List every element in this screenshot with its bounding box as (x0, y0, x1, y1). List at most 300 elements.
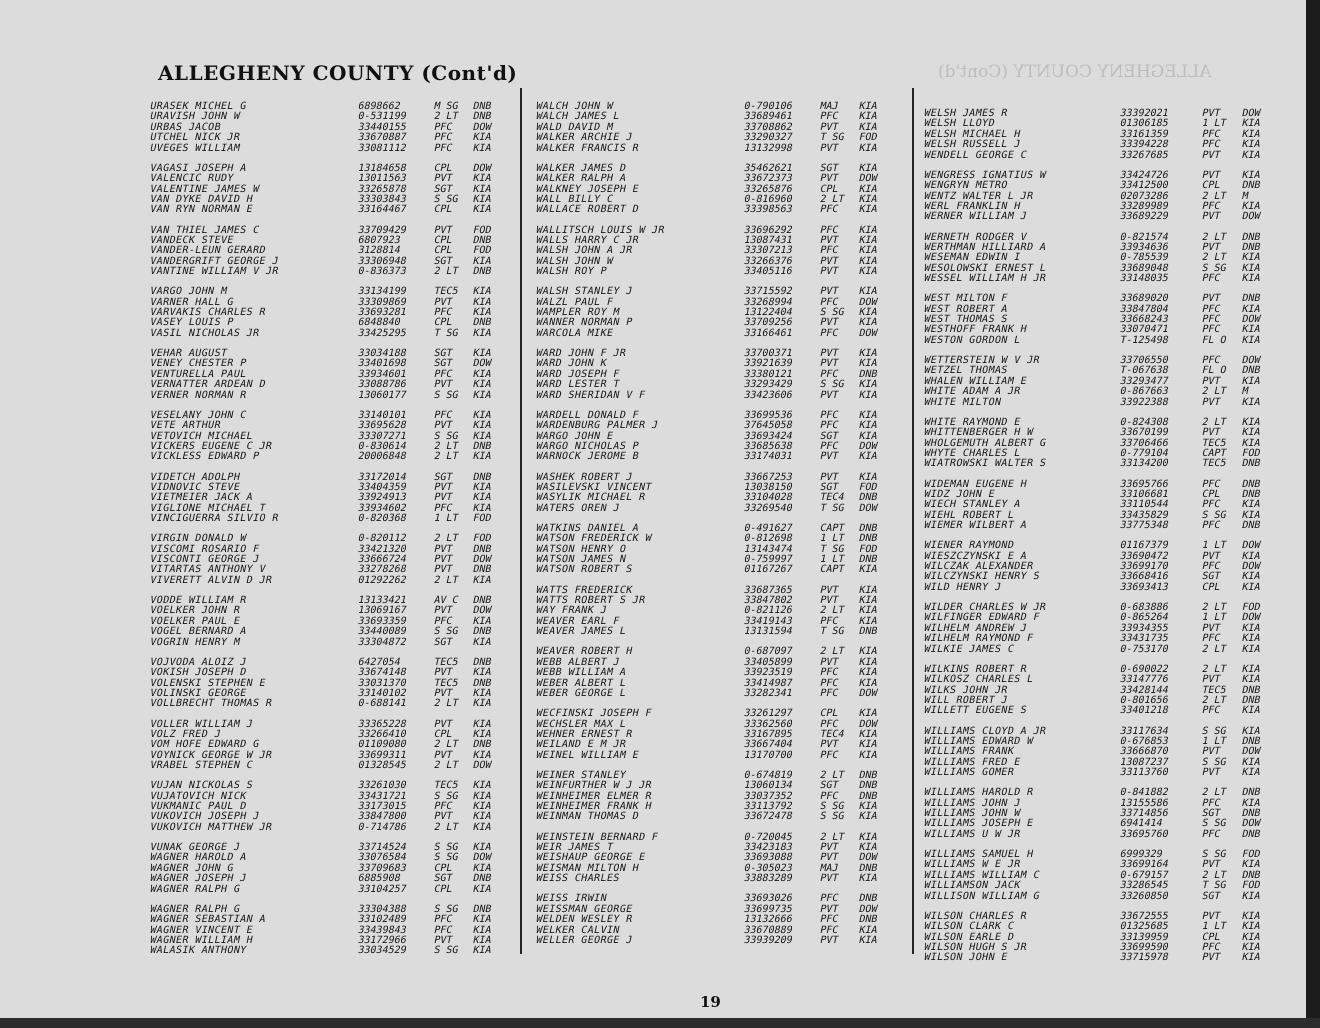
entry-name: WEINMAN THOMAS D (534, 811, 641, 823)
entry-rank: 2 LT (1200, 643, 1228, 655)
entry-status: KIA (471, 780, 493, 792)
roster-entry (535, 812, 893, 822)
entry-name: WERTHMAN HILLIARD A (922, 241, 1048, 253)
entry-serial: 33148035 (1118, 273, 1170, 285)
entry-serial: 33266376 (742, 255, 794, 267)
entry-rank: CPL (432, 862, 454, 874)
entry-name: WALSH ROY P (534, 266, 608, 278)
entry-serial: 33699311 (356, 749, 408, 761)
entry-serial: 0-836373 (356, 266, 408, 278)
entry-name: VAGASI JOSEPH A (148, 162, 248, 174)
entry-serial: 6999329 (1118, 849, 1164, 860)
roster-group (924, 480, 1274, 532)
entry-rank: PVT (1200, 211, 1222, 223)
entry-serial: 33161359 (1118, 128, 1170, 140)
entry-name: WELSH RUSSELL J (922, 139, 1022, 151)
entry-serial: 3128814 (356, 245, 402, 257)
entry-rank: PFC (818, 718, 840, 730)
entry-status: KIA (1240, 921, 1262, 933)
entry-status: KIA (1240, 252, 1262, 264)
entry-rank: SGT (432, 358, 454, 370)
entry-serial: 33696292 (742, 224, 794, 236)
roster-entry (149, 915, 507, 925)
entry-name: VAN THIEL JAMES C (148, 224, 261, 236)
entry-name: WALKER RALPH A (534, 173, 628, 185)
entry-status: DNB (471, 903, 493, 915)
entry-serial: 20006848 (356, 451, 408, 463)
entry-rank: PFC (432, 502, 454, 514)
entry-name: WARCOLA MIKE (534, 327, 615, 339)
entry-rank: 1 LT (432, 513, 460, 525)
entry-rank: PVT (1200, 375, 1222, 387)
entry-serial: 33706466 (1118, 437, 1170, 449)
entry-name: WILKIE JAMES C (922, 643, 1016, 655)
entry-rank: PVT (818, 934, 840, 946)
entry-name: WALLS HARRY C JR (534, 234, 641, 246)
roster-entry (923, 521, 1275, 531)
entry-name: VOGEL BERNARD A (148, 626, 248, 638)
entry-name: VOM HOFE EDWARD G (148, 739, 261, 751)
entry-name: VERNER NORMAN R (148, 389, 248, 401)
entry-status: DNB (857, 522, 879, 534)
entry-rank: PVT (818, 255, 840, 267)
entry-serial: 33034529 (356, 945, 408, 957)
entry-rank: 2 LT (818, 831, 846, 843)
roster-entry (535, 144, 893, 154)
entry-name: VITARTAS ANTHONY V (148, 564, 267, 576)
entry-status: DOW (857, 502, 879, 514)
entry-rank: PVT (1200, 293, 1222, 305)
roster-group (150, 287, 506, 339)
entry-rank: PVT (432, 811, 454, 823)
entry-rank: PFC (432, 307, 454, 319)
entry-serial: 6427054 (356, 656, 402, 668)
roster-entry (923, 634, 1275, 644)
roster-entry (535, 936, 893, 946)
entry-rank: PFC (1200, 324, 1222, 336)
entry-rank: PVT (1200, 674, 1222, 686)
entry-status: KIA (471, 667, 493, 679)
entry-rank: PFC (818, 790, 840, 802)
entry-status: KIA (1240, 931, 1262, 943)
entry-status: KIA (857, 605, 879, 617)
entry-rank: TEC5 (432, 780, 460, 792)
entry-status: KIA (471, 636, 493, 648)
entry-rank: S SG (432, 945, 460, 957)
entry-name: VOLLBRECHT THOMAS R (148, 698, 274, 710)
roster-entry (149, 205, 507, 215)
entry-serial: 0-824308 (1118, 416, 1170, 428)
roster-entry (923, 212, 1275, 222)
entry-status: DNB (471, 440, 493, 452)
entry-name: WANNER NORMAN P (534, 317, 634, 329)
roster-entry (535, 267, 893, 277)
entry-rank: PFC (818, 914, 840, 926)
entry-serial: 33164467 (356, 204, 408, 216)
entry-serial: 33290327 (742, 132, 794, 144)
entry-status: DNB (1240, 520, 1262, 532)
entry-name: WEAVER EARL F (534, 615, 621, 627)
entry-status: KIA (857, 111, 879, 123)
entry-rank: SGT (432, 183, 454, 195)
entry-rank: PVT (818, 852, 840, 864)
entry-serial: 33666870 (1118, 746, 1170, 758)
entry-serial: 13184658 (356, 162, 408, 174)
entry-rank: PFC (1200, 273, 1222, 285)
roster-entry (149, 421, 507, 431)
entry-name: WASYLIK MICHAEL R (534, 492, 647, 504)
entry-rank: PVT (1200, 149, 1222, 161)
entry-rank: 2 LT (432, 760, 460, 772)
entry-status: DNB (1240, 241, 1262, 253)
entry-status: DOW (1240, 540, 1262, 552)
entry-status: KIA (471, 173, 493, 185)
entry-serial: 33709429 (356, 224, 408, 236)
entry-rank: PVT (432, 543, 454, 555)
entry-status: KIA (857, 245, 879, 257)
entry-rank: 2 LT (432, 440, 460, 452)
entry-name: VENEY CHESTER P (148, 358, 248, 370)
entry-status: KIA (471, 492, 493, 504)
roster-entry (923, 459, 1275, 469)
entry-rank: S SG (1200, 756, 1228, 768)
entry-status: KIA (471, 718, 493, 730)
entry-rank: CPL (1200, 931, 1222, 943)
entry-status: KIA (857, 584, 879, 596)
entry-name: VIDNOVIC STEVE (148, 481, 242, 493)
entry-name: WHITE RAYMOND E (922, 416, 1022, 428)
entry-rank: TEC5 (1200, 458, 1228, 470)
entry-status: KIA (857, 409, 879, 421)
entry-rank: CPL (432, 245, 454, 257)
scan-edge-right (1306, 0, 1320, 1028)
entry-status: DOW (471, 162, 493, 174)
entry-serial: 33174031 (742, 451, 794, 463)
roster-entry (535, 380, 893, 390)
entry-serial: 33693281 (356, 307, 408, 319)
entry-rank: S SG (432, 389, 460, 401)
entry-status: DOW (471, 852, 493, 864)
entry-serial: 33405116 (742, 266, 794, 278)
roster-group (924, 171, 1274, 223)
entry-name: WELSH JAMES R (922, 108, 1009, 119)
entry-rank: SGT (818, 162, 840, 174)
entry-name: WALKER JAMES D (534, 162, 628, 174)
entry-status: KIA (471, 193, 493, 205)
entry-serial: 33934636 (1118, 241, 1170, 253)
entry-status: KIA (471, 924, 493, 936)
entry-name: VALENCIC RUDY (148, 173, 235, 185)
entry-serial: 33689020 (1118, 293, 1170, 305)
entry-status: FOD (1240, 880, 1262, 892)
entry-serial: 33265876 (742, 183, 794, 195)
entry-status: DNB (857, 368, 879, 380)
entry-serial: 33775348 (1118, 520, 1170, 532)
entry-status: KIA (857, 656, 879, 668)
entry-status: KIA (1240, 200, 1262, 212)
roster-entry (149, 885, 507, 895)
entry-serial: 01292262 (356, 574, 408, 586)
entry-serial: 33699170 (1118, 561, 1170, 573)
roster-entry (923, 881, 1275, 891)
entry-status: FOD (1240, 602, 1262, 613)
entry-status: KIA (857, 379, 879, 391)
entry-rank: CPL (818, 708, 840, 720)
entry-status: KIA (471, 821, 493, 833)
roster-entry (149, 638, 507, 648)
entry-name: VANDERGRIFT GEORGE J (148, 255, 280, 267)
entry-rank: PFC (1200, 478, 1222, 490)
entry-serial: 0-821126 (742, 605, 794, 617)
entry-serial: 33700371 (742, 348, 794, 359)
entry-name: WEINSTEIN BERNARD F (534, 831, 660, 843)
entry-rank: PFC (1200, 633, 1222, 645)
entry-serial: 33104257 (356, 883, 408, 895)
entry-rank: 2 LT (1200, 602, 1228, 613)
entry-status: DNB (471, 626, 493, 638)
roster-entry (535, 205, 893, 215)
entry-serial: T-067638 (1118, 365, 1170, 377)
entry-serial: 33261030 (356, 780, 408, 792)
entry-serial: 33113792 (742, 801, 794, 813)
entry-name: WILCZYNSKI HENRY S (922, 571, 1041, 583)
entry-rank: S SG (432, 193, 460, 205)
entry-name: VINCIGUERRA SILVIO R (148, 513, 280, 525)
entry-rank: PVT (432, 749, 454, 761)
entry-rank: PFC (432, 142, 454, 154)
roster-entry (535, 627, 893, 637)
entry-rank: SGT (818, 780, 840, 792)
entry-name: WILLIAMS SAMUEL H (922, 849, 1035, 860)
entry-status: KIA (471, 481, 493, 493)
roster-group (536, 349, 892, 401)
entry-status: DNB (1240, 828, 1262, 840)
entry-serial: 33134199 (356, 286, 408, 298)
entry-serial: 33414987 (742, 677, 794, 689)
roster-column-1 (150, 102, 506, 967)
entry-name: VOYNICK GEORGE W JR (148, 749, 274, 761)
entry-name: WILLISON WILLIAM G (922, 890, 1041, 902)
entry-status: KIA (471, 296, 493, 308)
entry-status: KIA (857, 801, 879, 813)
roster-group (924, 294, 1274, 346)
entry-rank: SGT (432, 255, 454, 267)
entry-name: WILLIAMS JOSEPH E (922, 818, 1035, 830)
entry-rank: TEC5 (1200, 684, 1228, 696)
entry-serial: 33423606 (742, 389, 794, 401)
entry-status: KIA (471, 420, 493, 432)
entry-serial: 33166461 (742, 327, 794, 339)
entry-rank: PVT (1200, 427, 1222, 439)
entry-rank: PVT (818, 317, 840, 329)
entry-rank: 2 LT (1200, 694, 1228, 706)
entry-name: WEST ROBERT A (922, 303, 1009, 315)
entry-rank: T SG (818, 132, 846, 144)
entry-name: VISCONTI GEORGE J (148, 554, 261, 566)
entry-name: WELSH LLOYD (922, 118, 996, 130)
entry-rank: TEC5 (432, 656, 460, 668)
entry-serial: 0-305023 (742, 862, 794, 874)
roster-group (536, 473, 892, 515)
entry-serial: 33081112 (356, 142, 408, 154)
entry-status: KIA (1240, 118, 1262, 130)
entry-rank: PFC (1200, 200, 1222, 212)
roster-entry (535, 504, 893, 514)
entry-name: VOKISH JOSEPH D (148, 667, 248, 679)
entry-rank: PFC (1200, 499, 1222, 511)
entry-status: KIA (857, 204, 879, 216)
entry-serial: 33435829 (1118, 509, 1170, 521)
entry-serial: 33362560 (742, 718, 794, 730)
entry-status: KIA (1240, 941, 1262, 953)
entry-serial: 33293477 (1118, 375, 1170, 387)
entry-serial: 33847804 (1118, 303, 1170, 315)
entry-status: KIA (471, 862, 493, 874)
entry-status: KIA (857, 389, 879, 401)
entry-status: KIA (1240, 416, 1262, 428)
entry-serial: 01167267 (742, 564, 794, 576)
entry-serial: 33689461 (742, 111, 794, 123)
entry-serial: 33714524 (356, 842, 408, 853)
roster-entry (149, 668, 507, 678)
entry-serial: 33278268 (356, 564, 408, 576)
entry-rank: 2 LT (1200, 386, 1228, 398)
entry-rank: FL O (1200, 365, 1228, 377)
entry-status: FOD (471, 245, 493, 257)
entry-name: WILLIAMSON JACK (922, 880, 1022, 892)
entry-status: KIA (1240, 571, 1262, 583)
entry-serial: 33428144 (1118, 684, 1170, 696)
entry-name: WARD SHERIDAN V F (534, 389, 647, 401)
entry-serial: 33440089 (356, 626, 408, 638)
entry-name: WILLIAMS GOMER (922, 767, 1016, 779)
entry-serial: 13038150 (742, 481, 794, 493)
entry-status: DOW (857, 296, 879, 308)
entry-rank: CPL (1200, 180, 1222, 192)
entry-rank: 1 LT (818, 533, 846, 545)
entry-rank: PVT (432, 481, 454, 493)
entry-status: DOW (471, 358, 493, 370)
roster-group (536, 586, 892, 638)
entry-serial: 33715592 (742, 286, 794, 298)
entry-name: WEINHEIMER FRANK H (534, 801, 653, 813)
entry-rank: PFC (1200, 139, 1222, 151)
entry-status: FOD (857, 481, 879, 493)
entry-rank: 2 LT (432, 111, 460, 123)
entry-name: WELSH MICHAEL H (922, 128, 1022, 140)
entry-name: VEHAR AUGUST (148, 348, 229, 359)
entry-rank: PVT (432, 224, 454, 236)
roster-entry (535, 689, 893, 699)
entry-status: KIA (1240, 952, 1262, 964)
entry-status: KIA (857, 142, 879, 154)
roster-group (150, 843, 506, 895)
entry-name: VODDE WILLIAM R (148, 595, 248, 606)
bleed-through-title: ALLEGHENY COUNTY (Cont'd) (938, 62, 1212, 82)
entry-name: WEISSMAN GEORGE (534, 903, 634, 915)
roster-entry (149, 761, 507, 771)
entry-name: WETTERSTEIN W V JR (922, 355, 1041, 366)
roster-entry (923, 922, 1275, 932)
entry-rank: PVT (1200, 622, 1222, 634)
roster-group (924, 418, 1274, 470)
entry-name: WALD DAVID M (534, 121, 615, 133)
entry-serial: 33306948 (356, 255, 408, 267)
entry-name: WIECH STANLEY A (922, 499, 1022, 511)
entry-name: WARD LESTER T (534, 379, 621, 391)
entry-status: KIA (857, 162, 879, 174)
entry-status: DOW (1240, 746, 1262, 758)
entry-status: KIA (1240, 859, 1262, 871)
entry-serial: 33670199 (1118, 427, 1170, 439)
entry-name: WILSON JOHN E (922, 952, 1009, 964)
entry-serial: 0-830614 (356, 440, 408, 452)
entry-rank: PVT (1200, 910, 1222, 922)
entry-rank: TEC4 (818, 492, 846, 504)
entry-serial: 0-816960 (742, 193, 794, 205)
entry-rank: PFC (1200, 520, 1222, 532)
entry-serial: 33034188 (356, 348, 408, 359)
entry-name: WHITE MILTON (922, 396, 1003, 408)
entry-rank: 2 LT (818, 193, 846, 205)
roster-group (536, 524, 892, 576)
entry-rank: PFC (432, 615, 454, 627)
entry-rank: S SG (818, 307, 846, 319)
entry-serial: 33689229 (1118, 211, 1170, 223)
entry-name: VANDECK STEVE (148, 234, 235, 246)
entry-serial: 33668416 (1118, 571, 1170, 583)
roster-entry (149, 329, 507, 339)
entry-name: WASHEK ROBERT J (534, 471, 634, 483)
entry-serial: 33431721 (356, 790, 408, 802)
entry-rank: 2 LT (432, 821, 460, 833)
entry-name: VERNATTER ARDEAN D (148, 379, 267, 391)
entry-rank: PFC (432, 914, 454, 926)
entry-name: WAGNER HAROLD A (148, 852, 248, 864)
entry-name: WHOLGEMUTH ALBERT G (922, 437, 1048, 449)
entry-status: KIA (1240, 705, 1262, 717)
entry-serial: 0-790106 (742, 101, 794, 112)
entry-serial: 33672555 (1118, 910, 1170, 922)
entry-serial: 33883289 (742, 873, 794, 885)
entry-status: KIA (471, 914, 493, 926)
entry-rank: 2 LT (1200, 190, 1228, 202)
entry-name: VRABEL STEPHEN C (148, 760, 255, 772)
entry-rank: PFC (818, 204, 840, 216)
entry-name: VANDER-LEUN GERARD (148, 245, 267, 257)
entry-status: KIA (1240, 499, 1262, 511)
entry-status: KIA (1240, 622, 1262, 634)
entry-serial: 33667404 (742, 739, 794, 751)
entry-serial: 13060134 (742, 780, 794, 792)
entry-rank: PFC (1200, 303, 1222, 315)
entry-serial: 33699590 (1118, 941, 1170, 953)
roster-entry (149, 267, 507, 277)
entry-name: WIDEMAN EUGENE H (922, 478, 1029, 490)
entry-serial: 0-801656 (1118, 694, 1170, 706)
entry-rank: PVT (432, 296, 454, 308)
roster-entry (535, 391, 893, 401)
entry-status: FOD (857, 543, 879, 555)
entry-name: WEHNER ERNEST R (534, 728, 634, 740)
entry-name: VALENTINE JAMES W (148, 183, 261, 195)
entry-rank: PFC (818, 296, 840, 308)
entry-name: VARGO JOHN M (148, 286, 229, 298)
entry-name: WEAVER JAMES L (534, 626, 628, 638)
entry-name: URASEK MICHEL G (148, 101, 248, 112)
entry-name: VOJVODA ALOIZ J (148, 656, 248, 668)
entry-status: KIA (1240, 128, 1262, 140)
